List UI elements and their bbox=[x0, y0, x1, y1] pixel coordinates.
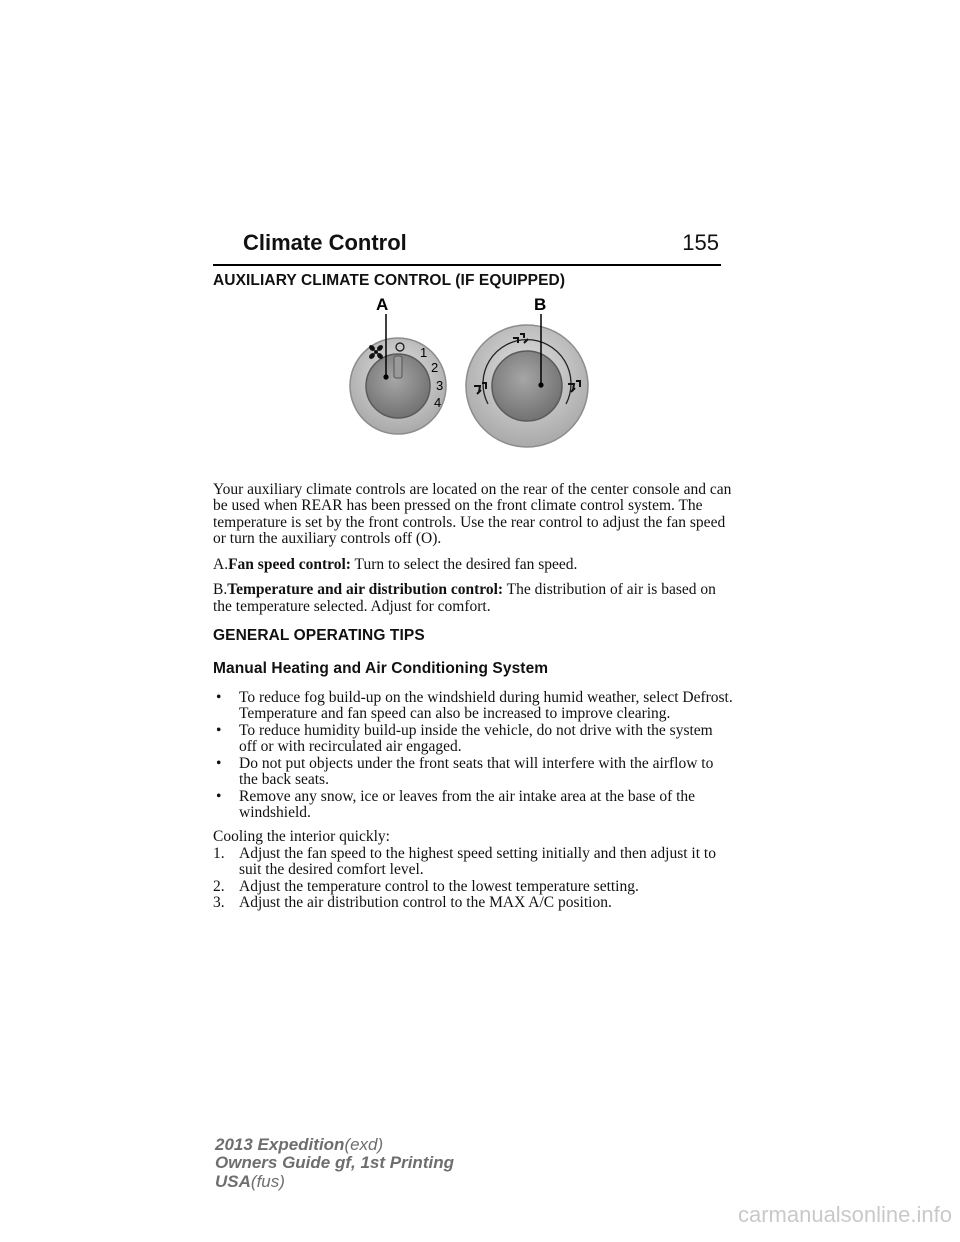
footer bbox=[215, 1136, 454, 1191]
list-item: 1. Adjust the fan speed to the highest speed setting initially and then adjust it to suit the desired comfort level. bbox=[213, 844, 716, 879]
footer-model: 2013 Expedition bbox=[215, 1135, 345, 1154]
fan-speed-2: 2 bbox=[431, 360, 439, 375]
list-item: • Remove any snow, ice or leaves from the air intake area at the base of the windshield. bbox=[216, 787, 696, 821]
temperature-distribution-control bbox=[466, 295, 588, 447]
list-item: 2. Adjust the temperature control to the lowest temperature setting. bbox=[213, 877, 639, 895]
footer-market: USA bbox=[215, 1171, 251, 1191]
list-item: • Do not put objects under the front seats that will interfere with the airflow to the back seats. bbox=[216, 754, 714, 789]
fan-speed-3: 3 bbox=[436, 378, 444, 393]
fan-speed-1: 1 bbox=[420, 345, 428, 360]
aux-heading: AUXILIARY CLIMATE CONTROL (IF EQUIPPED) bbox=[213, 272, 566, 289]
footer-market-code: (fus) bbox=[250, 1171, 285, 1191]
aux-climate-controls-figure bbox=[340, 290, 600, 470]
item-b-term: Temperature and air distribution control: bbox=[227, 581, 504, 599]
page-header bbox=[213, 228, 721, 266]
page-number: 155 bbox=[682, 230, 719, 255]
tips-body bbox=[213, 690, 733, 911]
section-title: Climate Control bbox=[243, 230, 407, 255]
label-b: B bbox=[534, 295, 547, 314]
label-a: A bbox=[376, 295, 389, 314]
tips-heading: GENERAL OPERATING TIPS bbox=[213, 627, 425, 644]
list-item: • To reduce humidity build-up inside the vehicle, do not drive with the system off or with recirculated air engaged. bbox=[216, 721, 713, 756]
footer-model-code: (exd) bbox=[344, 1135, 384, 1154]
tips-subheading: Manual Heating and Air Conditioning System bbox=[213, 660, 549, 677]
tips-bullet-list bbox=[213, 690, 733, 821]
aux-intro: Your auxiliary climate controls are located on the rear of the center console and can be used when REAR has been pressed on the front climate control system. The temperature is set by the front controls. Use the rear control to adjust the fan speed or turn the auxiliary controls off (O). bbox=[213, 481, 732, 548]
cooling-intro: Cooling the interior quickly: bbox=[213, 828, 390, 846]
item-a-term: Fan speed control: bbox=[228, 555, 351, 573]
aux-body bbox=[213, 482, 733, 624]
item-b: B.Temperature and air distribution control: The distribution of air is based on the temperature selected. Adjust for comfort. bbox=[213, 581, 716, 615]
fan-speed-control bbox=[350, 295, 446, 434]
footer-edition: Owners Guide gf, 1st Printing bbox=[215, 1153, 454, 1173]
watermark: carmanualsonline.info bbox=[737, 1202, 952, 1227]
list-item: • To reduce fog build-up on the windshield during humid weather, select Defrost. Temperature and fan speed can also be increased to improve clearing. bbox=[216, 689, 733, 723]
fan-speed-4: 4 bbox=[434, 395, 442, 410]
item-a: A.Fan speed control: Turn to select the desired fan speed. bbox=[213, 555, 578, 573]
list-item: 3. Adjust the air distribution control to the MAX A/C position. bbox=[213, 894, 612, 912]
cooling-steps bbox=[213, 846, 733, 912]
